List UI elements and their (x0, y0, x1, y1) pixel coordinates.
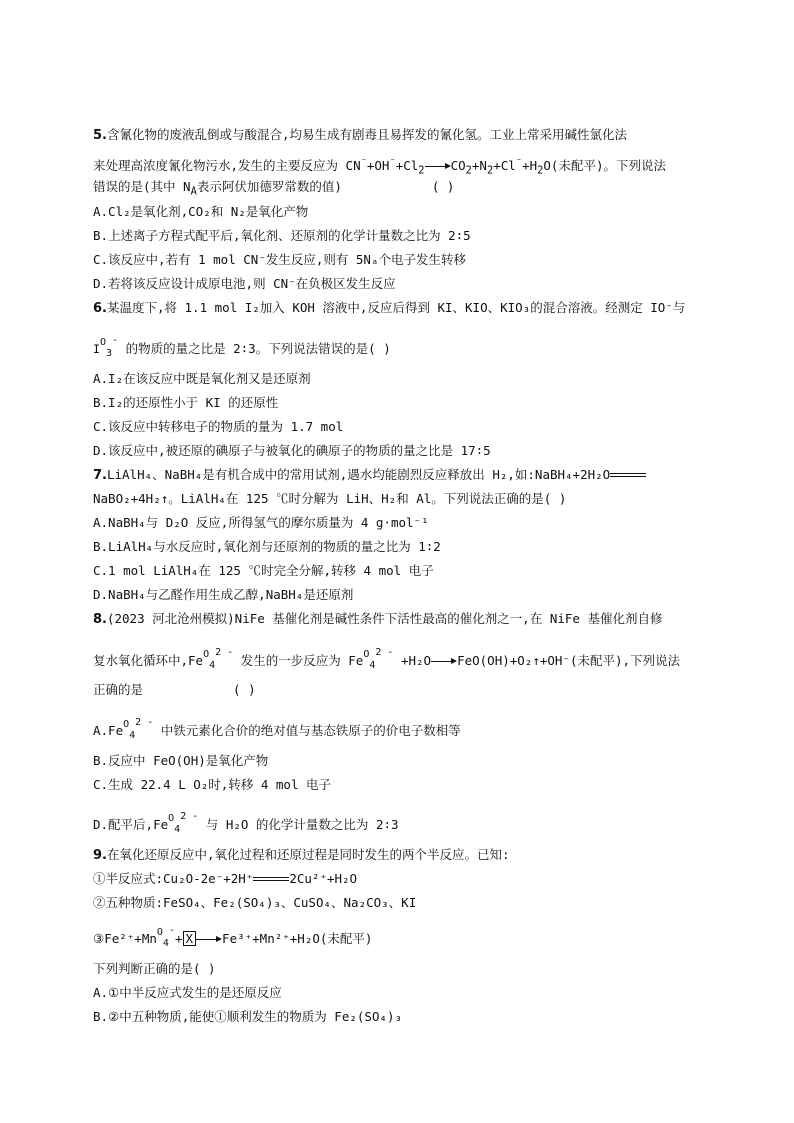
q9-line5: 下列判断正确的是( ) (93, 961, 216, 976)
q7-line2: NaBO₂+4H₂↑。LiAlH₄在 125 ℃时分解为 LiH、H₂和 Al。下列说法正确的是( ) (93, 491, 567, 506)
q5-option-b: B.上述离子方程式配平后,氧化剂、还原剂的化学计量数之比为 2∶5 (93, 228, 471, 243)
q9-line4: ③Fe²⁺+MnO4-+ X Fe³⁺+Mn²⁺+H₂O(未配平) (93, 925, 373, 949)
q8-line1: 8.(2023 河北沧州模拟)NiFe 基催化剂是碱性条件下活性最高的催化剂之一,在 NiFe 基催化剂自修 (93, 611, 663, 627)
q7-option-a: A.NaBH₄与 D₂O 反应,所得氢气的摩尔质量为 4 g·mol⁻¹ (93, 515, 429, 530)
q7-option-c: C.1 mol LiAlH₄在 125 ℃时完全分解,转移 4 mol 电子 (93, 563, 434, 578)
reaction-arrow (425, 162, 451, 172)
equals-sign (253, 876, 289, 884)
permanganate-ion: O4- (156, 925, 175, 949)
ferrate-ion: O42 - (203, 647, 234, 671)
iodate-ion: IO3- (93, 335, 119, 359)
q6-option-d: D.该反应中,被还原的碘原子与被氧化的碘原子的物质的量之比是 17∶5 (93, 443, 491, 458)
equals-sign (610, 472, 646, 480)
answer-paren: ( ) (431, 179, 455, 194)
q6-line2: IO3- 的物质的量之比是 2∶3。下列说法错误的是( ) (93, 335, 391, 359)
q5-number: 5. (93, 128, 107, 143)
q8-line3: 正确的是 ( ) (93, 682, 256, 697)
reaction-arrow (196, 935, 222, 945)
q9-option-a: A.①中半反应式发生的是还原反应 (93, 985, 282, 1000)
q5-line3: 错误的是(其中 $N_A$表示阿伏加德罗常数的值) ( ) (93, 179, 455, 198)
q6-line1: 6.某温度下,将 1.1 mol I₂加入 KOH 溶液中,反应后得到 KI、KIO、KIO₃的混合溶液。经测定 IO⁻与 (93, 300, 686, 316)
q7-line1: 7.LiAlH₄、NaBH₄是有机合成中的常用试剂,遇水均能剧烈反应释放出 H₂,如:NaBH₄+2H₂O (93, 466, 754, 485)
q7-option-b: B.LiAlH₄与水反应时,氧化剂与还原剂的物质的量之比为 1∶2 (93, 539, 441, 554)
q8-option-a: A.FeO42 - 中铁元素化合价的绝对值与基态铁原子的价电子数相等 (93, 717, 461, 741)
reaction-arrow (431, 657, 457, 667)
q5-option-d: D.若将该反应设计成原电池,则 CN⁻在负极区发生反应 (93, 276, 396, 291)
q7-option-d: D.NaBH₄与乙醛作用生成乙醇,NaBH₄是还原剂 (93, 587, 354, 602)
q5-line1: 5.含氰化物的废液乱倒或与酸混合,均易生成有剧毒且易挥发的氰化氢。工业上常采用碱性氯化法 (93, 127, 628, 143)
q5-option-c: C.该反应中,若有 1 mol CN⁻发生反应,则有 5Nₐ个电子发生转移 (93, 252, 466, 267)
q8-option-b: B.反应中 FeO(OH)是氧化产物 (93, 753, 269, 768)
q5-line2: 来处理高浓度氰化物污水,发生的主要反应为 $CN^{^-}+OH^{^-}+Cl_2$ $CO_2+N_2+Cl^{^-}+H_2O$(未配平)。下列说法 (93, 156, 666, 177)
q8-option-c: C.生成 22.4 L O₂时,转移 4 mol 电子 (93, 777, 332, 792)
q9-line3: ②五种物质:FeSO₄、Fe₂(SO₄)₃、CuSO₄、Na₂CO₃、KI (93, 895, 417, 910)
q8-line2: 复水氧化循环中,FeO42 - 发生的一步反应为 FeO42 - +H₂O FeO(OH)+O₂↑+OH⁻(未配平),下列说法 (93, 647, 681, 671)
q6-option-b: B.I₂的还原性小于 KI 的还原性 (93, 395, 279, 410)
unknown-x-box: X (183, 931, 197, 946)
q9-line1: 9.在氧化还原反应中,氧化过程和还原过程是同时发生的两个半反应。已知: (93, 847, 510, 863)
q6-option-c: C.该反应中转移电子的物质的量为 1.7 mol (93, 419, 344, 434)
q5-option-a: A.Cl₂是氧化剂,CO₂和 N₂是氧化产物 (93, 204, 309, 219)
q6-option-a: A.I₂在该反应中既是氧化剂又是还原剂 (93, 371, 311, 386)
q9-option-b: B.②中五种物质,能使①顺利发生的物质为 Fe₂(SO₄)₃ (93, 1009, 403, 1024)
q8-option-d: D.配平后,FeO42 - 与 H₂O 的化学计量数之比为 2∶3 (93, 811, 399, 835)
q9-line2: ①半反应式:Cu₂O-2e⁻+2H⁺ 2Cu²⁺+H₂O (93, 871, 358, 886)
